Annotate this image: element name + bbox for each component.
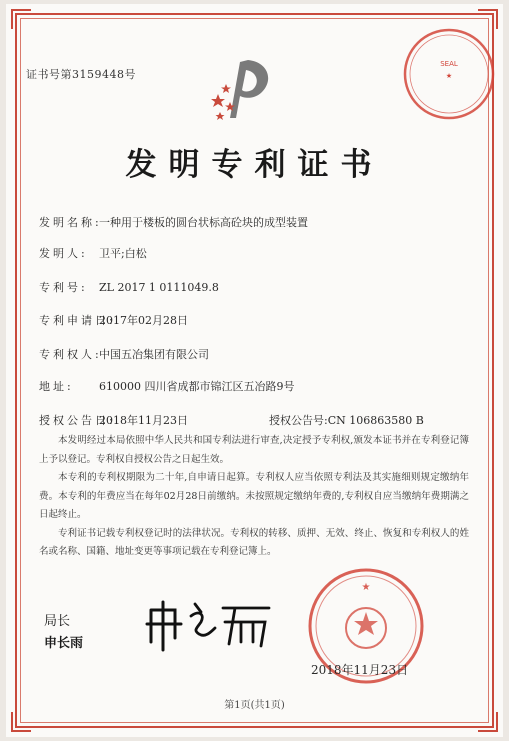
field-value: 中国五冶集团有限公司 bbox=[99, 348, 209, 361]
page-title: 发明专利证书 bbox=[125, 147, 384, 183]
handwritten-signature bbox=[141, 592, 276, 652]
field-label: 专利申请日: bbox=[39, 314, 116, 327]
patent-number-field bbox=[39, 279, 219, 295]
field-value: 一种用于楼板的圆台状标高砼块的成型装置 bbox=[99, 216, 308, 229]
field-value: 卫平;白松 bbox=[99, 247, 147, 260]
svg-text:SEAL: SEAL bbox=[440, 60, 458, 68]
field-label: 专利权人: bbox=[39, 348, 102, 361]
grant-date-field bbox=[39, 412, 188, 428]
field-label: 授权公告日: bbox=[39, 414, 116, 427]
sipo-logo-icon bbox=[206, 52, 286, 122]
filing-date-field bbox=[39, 312, 188, 328]
field-label: 专利号: bbox=[39, 281, 88, 294]
certificate-number: 证书号第3159448号 bbox=[26, 68, 136, 81]
field-label: 发明人: bbox=[39, 247, 88, 260]
body-paragraph: 本专利的专利权期限为二十年,自申请日起算。专利权人应当依照专利法及其实施细则规定缴纳年费。本专利的年费应当在每年02月28日前缴纳。未按照规定缴纳年费的,专利权自应当缴纳年费期满之日起终止。 bbox=[39, 472, 469, 520]
agency-seal-stamp bbox=[401, 26, 497, 122]
certificate-body bbox=[39, 432, 469, 562]
field-value: ZL 2017 1 0111049.8 bbox=[99, 281, 219, 294]
director-name: 申长雨 bbox=[44, 636, 84, 651]
address-field bbox=[39, 378, 295, 394]
announcement-number-field bbox=[269, 412, 424, 428]
corner-ornament bbox=[478, 712, 498, 732]
field-label: 地址: bbox=[39, 380, 74, 393]
invention-name-field bbox=[39, 214, 308, 230]
field-value: 2018年11月23日 bbox=[99, 414, 188, 427]
corner-ornament bbox=[11, 9, 31, 29]
field-value: 610000 四川省成都市锦江区五冶路9号 bbox=[99, 380, 295, 393]
svg-text:★: ★ bbox=[361, 582, 371, 593]
corner-ornament bbox=[11, 712, 31, 732]
body-paragraph: 本发明经过本局依照中华人民共和国专利法进行审查,决定授予专利权,颁发本证书并在专利登记簿上予以登记。专利权自授权公告之日起生效。 bbox=[39, 435, 469, 465]
director-title: 局长 bbox=[44, 614, 71, 629]
inventor-field bbox=[39, 245, 147, 261]
field-label: 授权公告号: bbox=[269, 414, 328, 427]
body-paragraph: 专利证书记载专利权登记时的法律状况。专利权的转移、质押、无效、终止、恢复和专利权人的姓名或名称、国籍、地址变更等事项记载在专利登记簿上。 bbox=[39, 527, 469, 557]
page-footer: 第1页(共1页) bbox=[224, 700, 285, 711]
patentee-field bbox=[39, 346, 209, 362]
field-label: 发明名称: bbox=[39, 216, 102, 229]
certificate-page bbox=[6, 4, 503, 737]
issue-date: 2018年11月23日 bbox=[311, 663, 409, 677]
field-value: CN 106863580 B bbox=[327, 414, 424, 427]
svg-text:★: ★ bbox=[445, 72, 453, 80]
field-value: 2017年02月28日 bbox=[99, 314, 188, 327]
